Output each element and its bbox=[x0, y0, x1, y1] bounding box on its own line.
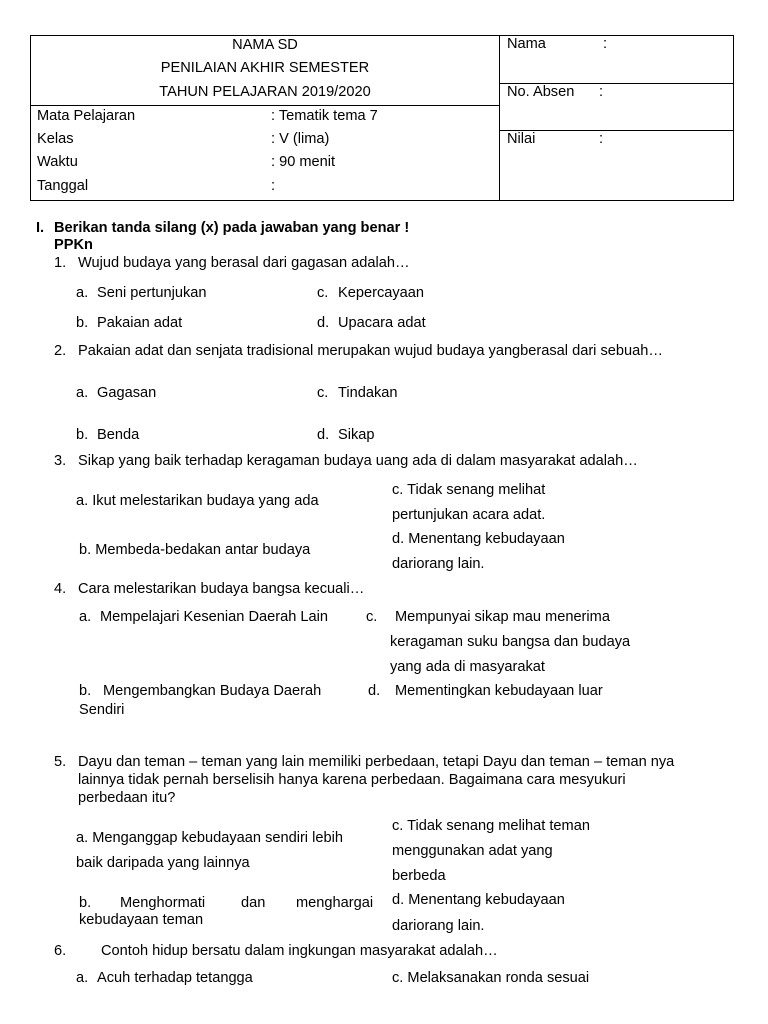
subject-heading: PPKn bbox=[54, 237, 93, 253]
column-divider bbox=[499, 36, 500, 200]
option-text: Menghormati bbox=[120, 895, 206, 911]
section-instruction: Berikan tanda silang (x) pada jawaban yang benar ! bbox=[54, 220, 410, 236]
question-text: Cara melestarikan budaya bangsa kecuali… bbox=[78, 581, 365, 597]
option-text-cont: baik daripada yang lainnya bbox=[76, 855, 250, 871]
question-text: Dayu dan teman – teman yang lain memiliki perbedaan, tetapi Dayu dan teman – teman nya bbox=[78, 754, 675, 770]
question-number: 4. bbox=[54, 581, 67, 597]
option-text: menghargai bbox=[296, 895, 374, 911]
option-text: c. Melaksanakan ronda sesuai bbox=[392, 970, 590, 986]
question-number: 1. bbox=[54, 255, 67, 271]
option-text-cont: dariorang lain. bbox=[392, 918, 485, 934]
option-text: a. Menganggap kebudayaan sendiri lebih bbox=[76, 830, 343, 846]
option-text: Pakaian adat bbox=[97, 315, 183, 331]
option-text: b. bbox=[79, 895, 92, 911]
option-text: c. Tidak senang melihat bbox=[392, 482, 546, 498]
option-letter: c. bbox=[317, 285, 329, 301]
option-letter: b. bbox=[76, 427, 89, 443]
option-text: d. Menentang kebudayaan bbox=[392, 531, 565, 547]
option-letter: c. bbox=[317, 385, 329, 401]
option-text-cont: Sendiri bbox=[79, 702, 125, 718]
option-text: Benda bbox=[97, 427, 140, 443]
option-text-cont: menggunakan adat yang bbox=[392, 843, 553, 859]
info-label-class: Kelas bbox=[37, 131, 74, 147]
option-letter: b. bbox=[79, 683, 92, 699]
left-divider bbox=[31, 105, 499, 106]
option-letter: c. bbox=[366, 609, 378, 625]
question-number: 5. bbox=[54, 754, 67, 770]
option-text: Mementingkan kebudayaan luar bbox=[395, 683, 603, 699]
option-text-cont: yang ada di masyarakat bbox=[390, 659, 545, 675]
option-text: b. Membeda-bedakan antar budaya bbox=[79, 542, 311, 558]
info-label-date: Tanggal bbox=[37, 178, 89, 194]
option-text: a. Ikut melestarikan budaya yang ada bbox=[76, 493, 319, 509]
section-number: I. bbox=[36, 220, 45, 236]
option-text: d. Menentang kebudayaan bbox=[392, 892, 565, 908]
option-letter: d. bbox=[317, 427, 330, 443]
info-value-subject: : Tematik tema 7 bbox=[271, 108, 378, 124]
option-letter: d. bbox=[368, 683, 381, 699]
info-value-date: : bbox=[271, 178, 276, 194]
question-number: 2. bbox=[54, 343, 67, 359]
question-number: 3. bbox=[54, 453, 67, 469]
question-text: Contoh hidup bersatu dalam ingkungan masyarakat adalah… bbox=[101, 943, 498, 959]
option-letter: a. bbox=[79, 609, 92, 625]
header-box bbox=[30, 35, 734, 201]
option-text-cont: pertunjukan acara adat. bbox=[392, 507, 546, 523]
question-text: Wujud budaya yang berasal dari gagasan adalah… bbox=[78, 255, 410, 271]
absen-label: No. Absen bbox=[507, 84, 575, 100]
name-label: Nama bbox=[507, 36, 546, 52]
info-value-class: : V (lima) bbox=[271, 131, 330, 147]
option-text-cont: keragaman suku bangsa dan budaya bbox=[390, 634, 631, 650]
option-text: Mengembangkan Budaya Daerah bbox=[103, 683, 322, 699]
option-text: Acuh terhadap tetangga bbox=[97, 970, 253, 986]
exam-title: PENILAIAN AKHIR SEMESTER bbox=[160, 60, 370, 76]
option-letter: d. bbox=[317, 315, 330, 331]
option-text: Gagasan bbox=[97, 385, 157, 401]
school-year: TAHUN PELAJARAN 2019/2020 bbox=[159, 84, 371, 100]
option-text-cont: kebudayaan teman bbox=[79, 912, 204, 928]
question-text: Pakaian adat dan senjata tradisional merupakan wujud budaya yangberasal dari sebuah… bbox=[78, 343, 663, 359]
option-text: c. Tidak senang melihat teman bbox=[392, 818, 590, 834]
option-text: Kepercayaan bbox=[338, 285, 425, 301]
option-letter: a. bbox=[76, 385, 89, 401]
question-text-cont: perbedaan itu? bbox=[78, 790, 176, 806]
name-colon: : bbox=[603, 36, 608, 52]
option-text: Upacara adat bbox=[338, 315, 426, 331]
option-text-cont: dariorang lain. bbox=[392, 556, 485, 572]
option-text: Mempelajari Kesenian Daerah Lain bbox=[100, 609, 328, 625]
info-label-subject: Mata Pelajaran bbox=[37, 108, 136, 124]
question-text-cont: lainnya tidak pernah berselisih hanya karena perbedaan. Bagaimana cara mesyukuri bbox=[78, 772, 626, 788]
info-value-time: : 90 menit bbox=[271, 154, 336, 170]
school-name: NAMA SD bbox=[232, 37, 298, 53]
option-text: Tindakan bbox=[338, 385, 398, 401]
option-text: Sikap bbox=[338, 427, 375, 443]
score-label: Nilai bbox=[507, 131, 536, 147]
option-letter: a. bbox=[76, 285, 89, 301]
option-letter: a. bbox=[76, 970, 89, 986]
option-text: Seni pertunjukan bbox=[97, 285, 207, 301]
option-text: dan bbox=[241, 895, 266, 911]
question-number: 6. bbox=[54, 943, 67, 959]
question-text: Sikap yang baik terhadap keragaman budaya uang ada di dalam masyarakat adalah… bbox=[78, 453, 638, 469]
option-text-cont: berbeda bbox=[392, 868, 446, 884]
option-letter: b. bbox=[76, 315, 89, 331]
option-text: Mempunyai sikap mau menerima bbox=[395, 609, 610, 625]
absen-colon: : bbox=[599, 84, 604, 100]
info-label-time: Waktu bbox=[37, 154, 78, 170]
score-colon: : bbox=[599, 131, 604, 147]
